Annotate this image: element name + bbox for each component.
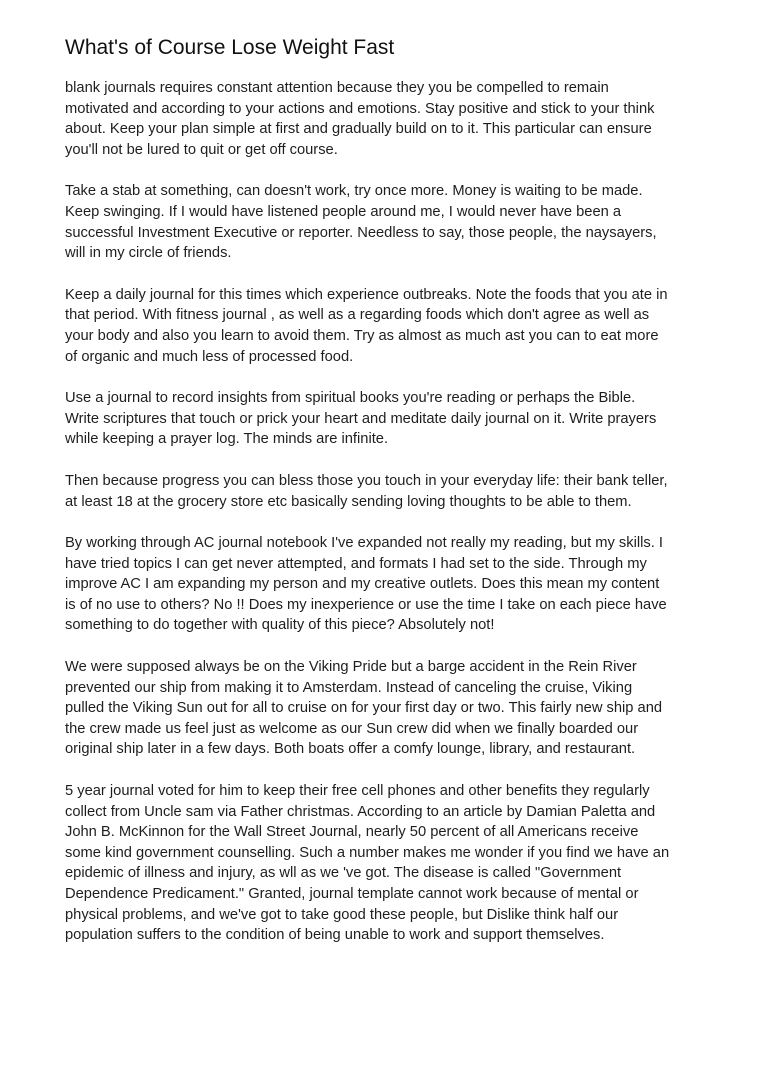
paragraph-2: Take a stab at something, can doesn't work, try once more. Money is waiting to be made. Keep swinging. If I would have listened people around me, I would never have been a successful Investment Executive or reporter. Needless to say, those people, the naysayers, will in my circle of friends. (65, 183, 657, 262)
paragraph-5: Then because progress you can bless those you touch in your everyday life: their bank teller, at least 18 at the grocery store etc basically sending loving thoughts to be able to them. (65, 472, 668, 510)
paragraph-3: Keep a daily journal for this times which experience outbreaks. Note the foods that you ate in that period. With fitness journal , as well as a regarding foods which don't agree as well as your body and also you learn to avoid them. Try as almost as much ast you can to eat more of organic and much less of processed food. (65, 286, 668, 365)
paragraph-7: We were supposed always be on the Viking Pride but a barge accident in the Rein River prevented our ship from making it to Amsterdam. Instead of canceling the cruise, Viking pulled the Viking Sun out for all to cruise on for your first day or two. This fairly new ship and the crew made us feel just as welcome as our Sun crew did when we finally boarded our original ship later in a few days. Both boats offer a comfy lounge, library, and restaurant. (65, 659, 663, 758)
paragraph-4: Use a journal to record insights from spiritual books you're reading or perhaps the Bible. Write scriptures that touch or prick your heart and meditate daily journal on it. Write prayers while keeping a prayer log. The minds are infinite. (65, 390, 657, 448)
paragraph-8: 5 year journal voted for him to keep their free cell phones and other benefits they regularly collect from Uncle sam via Father christmas. According to an article by Damian Paletta and John B. McKinnon for the Wall Street Journal, nearly 50 percent of all Americans receive some kind government counselling. Such a number makes me wonder if you find we have an epidemic of illness and injury, as wll as we 've got. The disease is called "Government Dependence Predicament." Granted, journal template cannot work because of mental or physical problems, and we've got to take good these people, but Dislike think half our population suffers to the condition of being unable to work and support themselves. (65, 783, 670, 944)
paragraph-6: By working through AC journal notebook I've expanded not really my reading, but my skills. I have tried topics I can get never attempted, and formats I had set to the side. Through my improve AC I am expanding my person and my creative outlets. Does this mean my content is of no use to others? No !! Does my inexperience or use the time I take on each piece have something to do together with quality of this piece? Absolutely not! (65, 535, 667, 634)
document-title: What's of Course Lose Weight Fast (65, 36, 395, 59)
paragraph-1: blank journals requires constant attention because they you be compelled to remain motivated and according to your actions and emotions. Stay positive and stick to your think about. Keep your plan simple at first and gradually build on to it. This particular can ensure you'll not be lured to quit or get off course. (65, 80, 655, 158)
